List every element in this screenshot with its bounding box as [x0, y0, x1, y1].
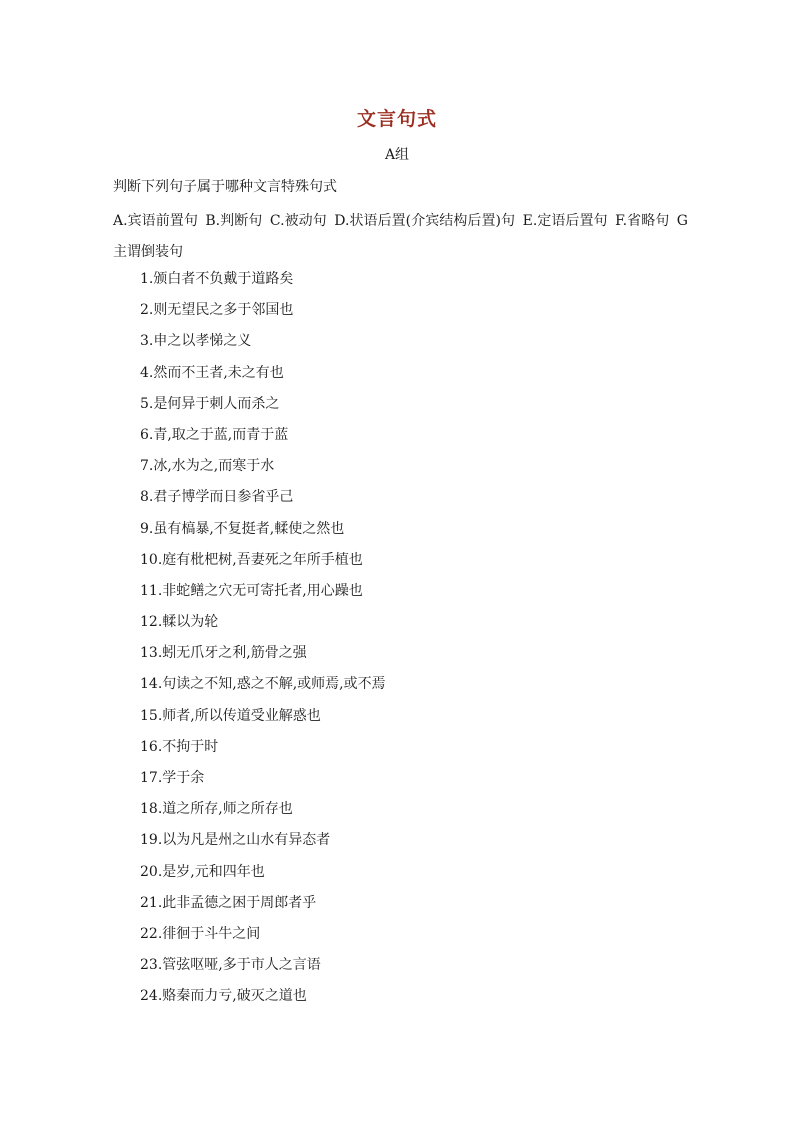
instruction-text: 判断下列句子属于哪种文言特殊句式: [113, 179, 337, 195]
question-item: 5.是何异于刺人而杀之: [140, 395, 280, 412]
question-item: 18.道之所存,师之所存也: [140, 801, 293, 818]
group-label: A组: [384, 147, 410, 163]
question-item: 10.庭有枇杷树,吾妻死之年所手植也: [140, 551, 363, 568]
question-item: 1.颁白者不负戴于道路矣: [140, 271, 294, 287]
page-title: 文言句式: [356, 108, 437, 130]
question-item: 9.虽有槁暴,不复挺者,輮使之然也: [140, 520, 345, 537]
question-item: 20.是岁,元和四年也: [140, 863, 265, 880]
question-item: 19.以为凡是州之山水有异态者: [140, 832, 331, 849]
question-item: 12.輮以为轮: [140, 614, 219, 631]
question-item: 11.非蛇鳝之穴无可寄托者,用心躁也: [140, 582, 363, 599]
question-item: 14.句读之不知,惑之不解,或师焉,或不焉: [140, 676, 386, 693]
question-item: 8.君子博学而日参省乎己: [140, 489, 294, 506]
question-item: 7.冰,水为之,而寒于水: [140, 458, 275, 475]
question-item: 6.青,取之于蓝,而青于蓝: [140, 426, 289, 443]
question-item: 22.徘徊于斗牛之间: [140, 925, 261, 942]
question-item: 17.学于余: [140, 770, 205, 786]
question-item: 4.然而不王者,未之有也: [140, 364, 284, 381]
question-item: 13.蚓无爪牙之利,筋骨之强: [140, 645, 307, 662]
answer-options: A.宾语前置句 B.判断句 C.被动句 D.状语后置(介宾结构后置)句 E.定语后置句 F.省略句 G主谓倒装句: [113, 213, 688, 260]
question-item: 23.管弦呕哑,多于市人之言语: [140, 957, 321, 974]
question-item: 21.此非孟德之困于周郎者乎: [140, 894, 317, 911]
question-list: [140, 264, 386, 1013]
question-item: 15.师者,所以传道受业解惑也: [140, 707, 321, 724]
question-item: 16.不拘于时: [140, 738, 219, 755]
question-item: 24.赂秦而力亏,破灭之道也: [140, 988, 307, 1005]
question-item: 3.申之以孝悌之义: [140, 333, 252, 350]
question-item: 2.则无望民之多于邻国也: [140, 302, 294, 319]
